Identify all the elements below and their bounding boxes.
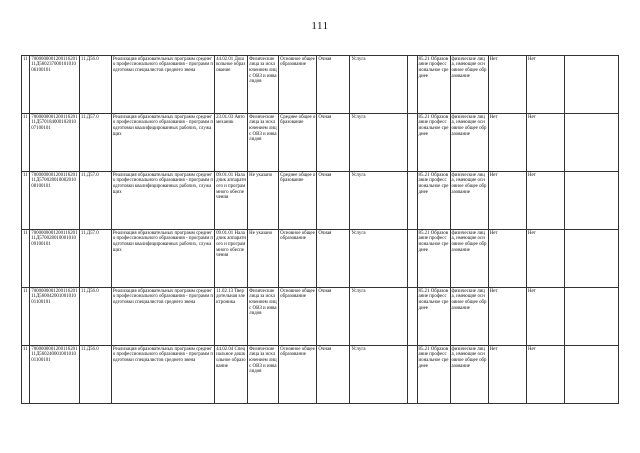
specialty-cell: 44.02.01 Дошкольное образование — [215, 56, 248, 114]
service-name-cell: Реализация образовательных программ среднего профессионального образования - программ подготовки специалистов среднего звена — [111, 346, 214, 404]
row-number-cell: 11 — [22, 346, 30, 404]
registry-code-cell: 700000000120011620111Д57018400010201007100101 — [30, 114, 80, 172]
row-number-cell: 11 — [22, 288, 30, 346]
consumer-category-cell: Физические лица за исключением лиц с ОВЗ и инвалидов — [248, 56, 279, 114]
service-type-cell: Услуга — [350, 288, 408, 346]
education-level-cell: Основное общее образование — [279, 288, 317, 346]
education-level-cell: Основное общее образование — [279, 346, 317, 404]
registry-flag-cell: Нет — [526, 346, 564, 404]
study-form-cell: Очная — [317, 114, 350, 172]
empty-cell — [565, 172, 619, 230]
education-level-cell: Среднее общее образование — [279, 172, 317, 230]
service-group-cell: 11.Д56.0 — [79, 288, 111, 346]
okved-cell: 85.21 Образование профессиональное среднее — [417, 114, 450, 172]
service-group-cell: 11.Д57.0 — [79, 114, 111, 172]
row-number-cell: 11 — [22, 114, 30, 172]
paid-cell: Нет — [488, 346, 526, 404]
consumers-cell: физические лица, имеющие основное общее образование — [450, 172, 488, 230]
service-type-cell: Услуга — [350, 346, 408, 404]
specialty-cell: 09.01.01 Наладчик аппаратного и программного обеспечения — [215, 172, 248, 230]
education-level-cell: Основное общее образование — [279, 230, 317, 288]
okved-cell: 85.21 Образование профессиональное среднее — [417, 172, 450, 230]
empty-cell — [565, 288, 619, 346]
row-number-cell: 11 — [22, 56, 30, 114]
registry-code-cell: 700000000120011620111Д56024000100101001100101 — [30, 346, 80, 404]
registry-code-cell: 700000000120011620111Д56004200100101001100101 — [30, 288, 80, 346]
consumer-category-cell: Не указано — [248, 172, 279, 230]
empty-cell — [408, 346, 417, 404]
consumer-category-cell: Физические лица за исключением лиц с ОВЗ и инвалидов — [248, 114, 279, 172]
paid-cell: Нет — [488, 288, 526, 346]
empty-cell — [565, 346, 619, 404]
table-body — [22, 56, 619, 404]
empty-cell — [408, 172, 417, 230]
education-level-cell: Среднее общее образование — [279, 114, 317, 172]
specialty-cell: 44.02.04 Специальное дошкольное образование — [215, 346, 248, 404]
specialty-cell: 11.02.13 Твердотельная электроника — [215, 288, 248, 346]
service-type-cell: Услуга — [350, 230, 408, 288]
table-row — [22, 56, 619, 114]
consumers-cell: физические лица, имеющие основное общее образование — [450, 346, 488, 404]
consumers-cell: физические лица, имеющие основное общее образование — [450, 288, 488, 346]
empty-cell — [408, 288, 417, 346]
registry-flag-cell: Нет — [526, 230, 564, 288]
okved-cell: 85.21 Образование профессиональное среднее — [417, 56, 450, 114]
empty-cell — [408, 230, 417, 288]
service-group-cell: 11.Д57.0 — [79, 230, 111, 288]
study-form-cell: Очная — [317, 230, 350, 288]
study-form-cell: Очная — [317, 172, 350, 230]
service-group-cell: 11.Д56.0 — [79, 56, 111, 114]
row-number-cell: 11 — [22, 230, 30, 288]
consumer-category-cell: Не указано — [248, 230, 279, 288]
consumers-cell: физические лица, имеющие основное общее образование — [450, 56, 488, 114]
service-type-cell: Услуга — [350, 172, 408, 230]
service-group-cell: 11.Д57.0 — [79, 172, 111, 230]
paid-cell: Нет — [488, 230, 526, 288]
empty-cell — [565, 56, 619, 114]
okved-cell: 85.21 Образование профессиональное среднее — [417, 346, 450, 404]
study-form-cell: Очная — [317, 346, 350, 404]
empty-cell — [408, 114, 417, 172]
service-type-cell: Услуга — [350, 114, 408, 172]
study-form-cell: Очная — [317, 56, 350, 114]
education-level-cell: Основное общее образование — [279, 56, 317, 114]
study-form-cell: Очная — [317, 288, 350, 346]
registry-code-cell: 700000000120011620111Д57002801000201008100101 — [30, 172, 80, 230]
registry-flag-cell: Нет — [526, 172, 564, 230]
table-row — [22, 346, 619, 404]
table-row — [22, 114, 619, 172]
okved-cell: 85.21 Образование профессиональное среднее — [417, 230, 450, 288]
registry-flag-cell: Нет — [526, 114, 564, 172]
row-number-cell: 11 — [22, 172, 30, 230]
consumers-cell: физические лица, имеющие основное общее образование — [450, 114, 488, 172]
paid-cell: Нет — [488, 114, 526, 172]
consumer-category-cell: Физические лица за исключением лиц с ОВЗ и инвалидов — [248, 346, 279, 404]
table-row — [22, 172, 619, 230]
paid-cell: Нет — [488, 172, 526, 230]
service-group-cell: 11.Д56.0 — [79, 346, 111, 404]
services-registry-table — [21, 55, 619, 404]
page-number: 111 — [311, 20, 329, 32]
specialty-cell: 23.01.03 Автомеханик — [215, 114, 248, 172]
service-name-cell: Реализация образовательных программ среднего профессионального образования - программ подготовки специалистов среднего звена — [111, 288, 214, 346]
service-name-cell: Реализация образовательных программ среднего профессионального образования - программ подготовки квалифицированных рабочих, служащих — [111, 172, 214, 230]
consumers-cell: физические лица, имеющие основное общее образование — [450, 230, 488, 288]
registry-flag-cell: Нет — [526, 56, 564, 114]
service-name-cell: Реализация образовательных программ среднего профессионального образования - программ подготовки специалистов среднего звена — [111, 56, 214, 114]
service-name-cell: Реализация образовательных программ среднего профессионального образования - программ подготовки квалифицированных рабочих, служащих — [111, 114, 214, 172]
registry-code-cell: 700000000120011620111Д57002801000101009100101 — [30, 230, 80, 288]
registry-code-cell: 700000000120011620111Д56023700010101006100101 — [30, 56, 80, 114]
paid-cell: Нет — [488, 56, 526, 114]
okved-cell: 85.21 Образование профессиональное среднее — [417, 288, 450, 346]
consumer-category-cell: Физические лица за исключением лиц с ОВЗ и инвалидов — [248, 288, 279, 346]
service-type-cell: Услуга — [350, 56, 408, 114]
table-row — [22, 288, 619, 346]
service-name-cell: Реализация образовательных программ среднего профессионального образования - программ подготовки квалифицированных рабочих, служащих — [111, 230, 214, 288]
table-row — [22, 230, 619, 288]
registry-flag-cell: Нет — [526, 288, 564, 346]
empty-cell — [408, 56, 417, 114]
empty-cell — [565, 114, 619, 172]
empty-cell — [565, 230, 619, 288]
specialty-cell: 09.01.01 Наладчик аппаратного и программного обеспечения — [215, 230, 248, 288]
